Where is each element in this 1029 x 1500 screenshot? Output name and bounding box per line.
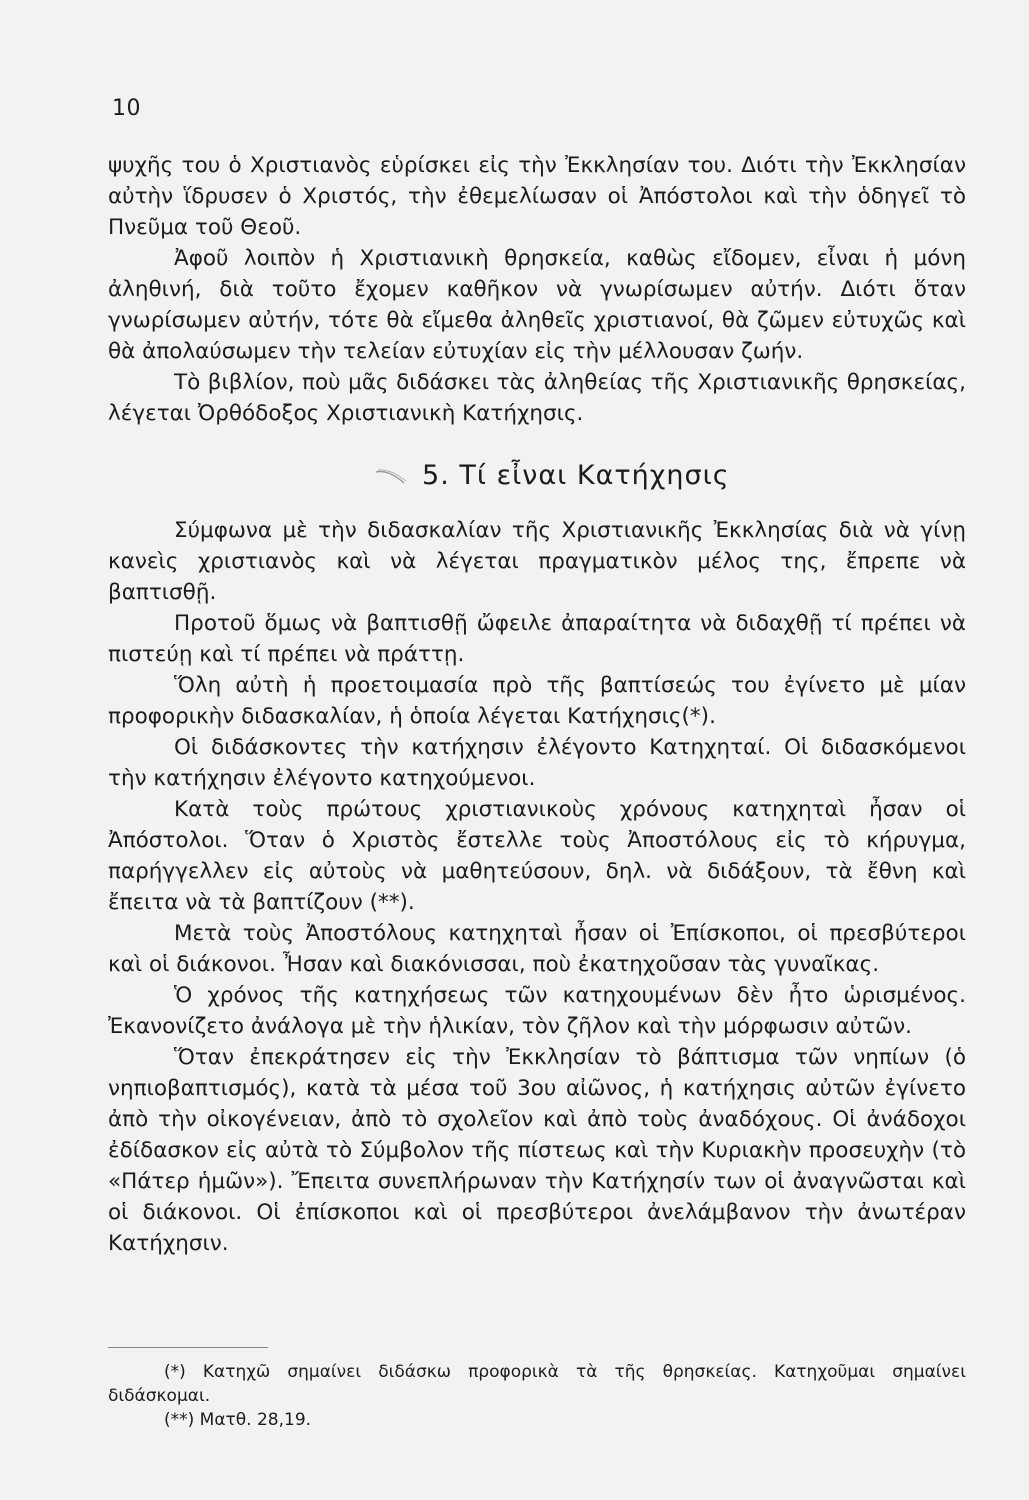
paragraph: Ἀφοῦ λοιπὸν ἡ Χριστιανικὴ θρησκεία, καθὼς εἴδομεν, εἶναι ἡ μόνη ἀληθινή, διὰ τοῦτο ἔχομεν καθῆκον νὰ γνωρίσωμεν αὐτήν. Διότι ὅταν γνωρίσωμεν αὐτήν, τότε θὰ εἴμεθα ἀληθεῖς χριστιανοί, θὰ ζῶμεν εὐτυχῶς καὶ θὰ ἀπολαύσωμεν τὴν τελείαν εὐτυχίαν εἰς τὴν μέλλουσαν ζωήν. bbox=[108, 246, 966, 364]
paragraph: Ὁ χρόνος τῆς κατηχήσεως τῶν κατηχουμένων δὲν ἦτο ὡρισμένος. Ἐκανονίζετο ἀνάλογα μὲ τὴν ἡλικίαν, τὸν ζῆλον καὶ τὴν μόρφωσιν αὐτῶν. bbox=[108, 983, 966, 1039]
page-number: 10 bbox=[112, 96, 141, 121]
paragraph: Ὅλη αὐτὴ ἡ προετοιμασία πρὸ τῆς βαπτίσεώς του ἐγίνετο μὲ μίαν προφορικὴν διδασκαλίαν, ἡ ὁποία λέγεται Κατήχησις(*). bbox=[108, 673, 966, 729]
paragraph: Προτοῦ ὅμως νὰ βαπτισθῇ ὤφειλε ἀπαραίτητα νὰ διδαχθῇ τί πρέπει νὰ πιστεύῃ καὶ τί πρέπει νὰ πράττῃ. bbox=[108, 611, 966, 667]
footnote: (*) Κατηχῶ σημαίνει διδάσκω προφορικὰ τὰ τῆς θρησκείας. Κατηχοῦμαι σημαίνει διδάσκομαι. bbox=[108, 1362, 966, 1406]
section-heading-row bbox=[108, 459, 966, 493]
paragraph-continued: ψυχῆς του ὁ Χριστιανὸς εὑρίσκει εἰς τὴν Ἐκκλησίαν του. Διότι τὴν Ἐκκλησίαν αὐτὴν ἵδρυσεν ὁ Χριστός, τὴν ἐθεμελίωσαν οἱ Ἀπόστολοι καὶ τὴν ὁδηγεῖ τὸ Πνεῦμα τοῦ Θεοῦ. bbox=[108, 153, 966, 240]
section-heading: 5. Τί εἶναι Κατήχησις bbox=[422, 460, 730, 491]
paragraph: Μετὰ τοὺς Ἀποστόλους κατηχηταὶ ἦσαν οἱ Ἐπίσκοποι, οἱ πρεσβύτεροι καὶ οἱ διάκονοι. Ἦσαν καὶ διακόνισσαι, ποὺ ἐκατηχοῦσαν τὰς γυναῖκας. bbox=[108, 921, 966, 977]
paragraph: Οἱ διδάσκοντες τὴν κατήχησιν ἐλέγοντο Κατηχηταί. Οἱ διδασκόμενοι τὴν κατήχησιν ἐλέγοντο κατηχούμενοι. bbox=[108, 735, 966, 791]
paragraph: Τὸ βιβλίον, ποὺ μᾶς διδάσκει τὰς ἀληθείας τῆς Χριστιανικῆς θρησκείας, λέγεται Ὀρθόδοξος Χριστιανικὴ Κατήχησις. bbox=[108, 370, 966, 426]
paragraph: Σύμφωνα μὲ τὴν διδασκαλίαν τῆς Χριστιανικῆς Ἐκκλησίας διὰ νὰ γίνῃ κανεὶς χριστιανὸς καὶ νὰ λέγεται πραγματικὸν μέλος της, ἔπρεπε νὰ βαπτισθῇ. bbox=[108, 518, 966, 605]
footnotes bbox=[108, 1360, 966, 1432]
paragraph: Ὅταν ἐπεκράτησεν εἰς τὴν Ἐκκλησίαν τὸ βάπτισμα τῶν νηπίων (ὁ νηπιοβαπτισμός), κατὰ τὰ μέσα τοῦ 3ου αἰῶνος, ἡ κατήχησις αὐτῶν ἐγίνετο ἀπὸ τὴν οἰκογένειαν, ἀπὸ τὸ σχολεῖον καὶ ἀπὸ τοὺς ἀναδόχους. Οἱ ἀνάδοχοι ἐδίδασκον εἰς αὐτὰ τὸ Σύμβολον τῆς πίστεως καὶ τὴν Κυριακὴν προσευχὴν (τὸ «Πάτερ ἡμῶν»). Ἔπειτα συνεπλήρωναν τὴν Κατήχησίν των οἱ ἀναγνῶσται καὶ οἱ διάκονοι. Οἱ ἐπίσκοποι καὶ οἱ πρεσβύτεροι ἀνελάμβανον τὴν ἀνωτέραν Κατήχησιν. bbox=[108, 1045, 966, 1256]
body-text bbox=[108, 150, 966, 1259]
pencil-mark-icon bbox=[374, 468, 408, 486]
paragraph: Κατὰ τοὺς πρώτους χριστιανικοὺς χρόνους κατηχηταὶ ἦσαν οἱ Ἀπόστολοι. Ὅταν ὁ Χριστὸς ἔστελλε τοὺς Ἀποστόλους εἰς τὸ κήρυγμα, παρήγγελλεν εἰς αὐτοὺς νὰ μαθητεύσουν, δηλ. νὰ διδάξουν, τὰ ἔθνη καὶ ἔπειτα νὰ τὰ βαπτίζουν (**). bbox=[108, 797, 966, 915]
footnote-divider bbox=[108, 1347, 268, 1348]
footnote: (**) Ματθ. 28,19. bbox=[164, 1410, 312, 1430]
